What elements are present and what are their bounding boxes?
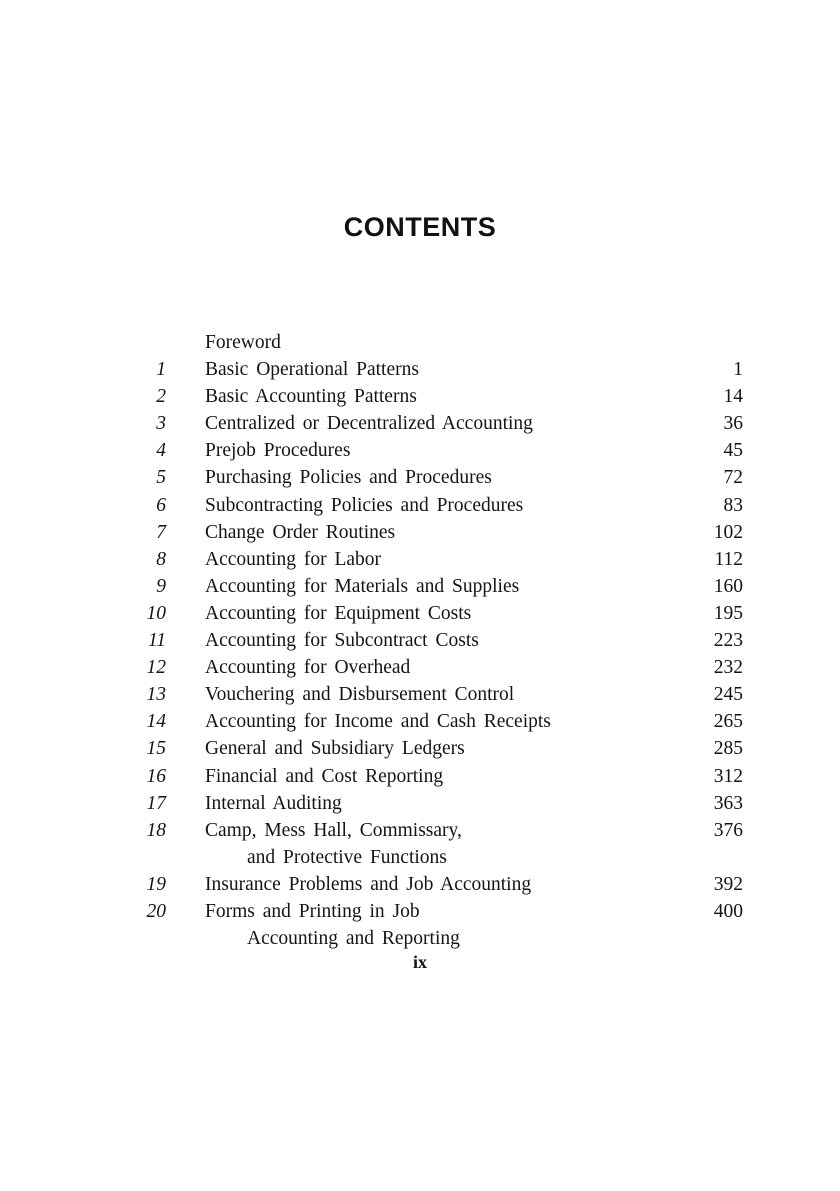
page-number: 285 xyxy=(713,738,743,760)
chapter-title-line: Accounting for Subcontract Costs xyxy=(205,630,479,652)
table-of-contents xyxy=(0,329,840,952)
chapter-title-line: Accounting for Materials and Supplies xyxy=(205,575,520,597)
chapter-number: 6 xyxy=(156,494,166,516)
page-folio: ix xyxy=(412,952,427,972)
chapter-title xyxy=(205,627,685,654)
toc-foreword-label: Foreword xyxy=(205,332,281,353)
toc-entry-row xyxy=(0,871,840,898)
chapter-title-line: Internal Auditing xyxy=(205,792,342,814)
chapter-title xyxy=(205,410,685,437)
chapter-number: 8 xyxy=(156,548,166,570)
chapter-title-line: Accounting for Labor xyxy=(205,548,382,570)
chapter-number: 9 xyxy=(156,575,166,597)
chapter-number: 19 xyxy=(146,873,166,895)
toc-entry-row xyxy=(0,383,840,410)
chapter-title xyxy=(205,735,685,762)
chapter-title xyxy=(205,546,685,573)
chapter-number: 5 xyxy=(156,467,166,489)
toc-entries xyxy=(0,356,840,952)
chapter-number: 1 xyxy=(156,359,166,381)
toc-entry-row xyxy=(0,654,840,681)
chapter-number: 11 xyxy=(147,630,166,652)
chapter-title-line: Accounting for Overhead xyxy=(205,657,411,679)
chapter-title xyxy=(205,356,685,383)
chapter-title xyxy=(205,654,685,681)
chapter-title xyxy=(205,898,685,952)
page-number: 312 xyxy=(713,765,743,787)
toc-entry-row xyxy=(0,464,840,491)
page-number: 1 xyxy=(733,359,743,381)
chapter-title-line: Accounting for Equipment Costs xyxy=(205,602,472,624)
chapter-number: 10 xyxy=(146,602,166,624)
toc-entry-row xyxy=(0,492,840,519)
page-number: 245 xyxy=(713,684,743,706)
chapter-title-line: Centralized or Decentralized Accounting xyxy=(205,413,533,435)
page-number: 232 xyxy=(713,657,743,679)
chapter-title xyxy=(205,871,685,898)
chapter-title-line: Insurance Problems and Job Accounting xyxy=(205,873,532,895)
chapter-title xyxy=(205,708,685,735)
toc-entry-row xyxy=(0,898,840,952)
chapter-title-line: Accounting for Income and Cash Receipts xyxy=(205,711,551,733)
page-number: 400 xyxy=(713,900,743,922)
page-number: 112 xyxy=(714,548,743,570)
chapter-title-line: Vouchering and Disbursement Control xyxy=(205,684,515,706)
toc-entry-row xyxy=(0,410,840,437)
chapter-title xyxy=(205,573,685,600)
toc-entry-row xyxy=(0,708,840,735)
chapter-title-line: Change Order Routines xyxy=(205,521,396,543)
chapter-title-line: General and Subsidiary Ledgers xyxy=(205,738,465,760)
toc-foreword-row xyxy=(0,329,840,356)
chapter-number: 17 xyxy=(146,792,166,814)
page-number: 36 xyxy=(723,413,743,435)
chapter-title xyxy=(205,763,685,790)
toc-entry-row xyxy=(0,573,840,600)
chapter-title-line: Financial and Cost Reporting xyxy=(205,765,444,787)
toc-entry-row xyxy=(0,681,840,708)
chapter-number: 20 xyxy=(146,900,166,922)
chapter-title-line: Subcontracting Policies and Procedures xyxy=(205,494,524,516)
chapter-title xyxy=(205,519,685,546)
chapter-title xyxy=(205,383,685,410)
page-number: 45 xyxy=(723,440,743,462)
page-number: 265 xyxy=(713,711,743,733)
chapter-title xyxy=(205,790,685,817)
chapter-title-continuation: Accounting and Reporting xyxy=(247,928,460,950)
page-number: 392 xyxy=(713,873,743,895)
chapter-number: 7 xyxy=(156,521,166,543)
page-number: 102 xyxy=(713,521,743,543)
toc-entry-row xyxy=(0,519,840,546)
chapter-number: 13 xyxy=(146,684,166,706)
toc-entry-row xyxy=(0,546,840,573)
chapter-number: 3 xyxy=(156,413,166,435)
page-number: 14 xyxy=(723,386,743,408)
toc-entry-row xyxy=(0,600,840,627)
chapter-title xyxy=(205,492,685,519)
chapter-title-line: Camp, Mess Hall, Commissary, xyxy=(205,819,462,841)
chapter-number: 4 xyxy=(156,440,166,462)
chapter-title-line: Forms and Printing in Job xyxy=(205,900,420,922)
chapter-number: 2 xyxy=(156,386,166,408)
chapter-number: 15 xyxy=(146,738,166,760)
page-number: 83 xyxy=(723,494,743,516)
page-number: 160 xyxy=(713,575,743,597)
toc-entry-row xyxy=(0,817,840,871)
toc-entry-row xyxy=(0,763,840,790)
toc-entry-row xyxy=(0,735,840,762)
toc-entry-row xyxy=(0,627,840,654)
page-title: CONTENTS xyxy=(343,212,497,242)
chapter-number: 16 xyxy=(146,765,166,787)
toc-entry-row xyxy=(0,790,840,817)
page-number: 223 xyxy=(713,630,743,652)
page-number: 376 xyxy=(713,819,743,841)
chapter-number: 14 xyxy=(146,711,166,733)
chapter-title xyxy=(205,464,685,491)
chapter-title xyxy=(205,437,685,464)
chapter-title-line: Prejob Procedures xyxy=(205,440,351,462)
chapter-title-line: Basic Operational Patterns xyxy=(205,359,419,381)
page-number: 72 xyxy=(723,467,743,489)
chapter-number: 12 xyxy=(146,657,166,679)
page-number: 195 xyxy=(713,602,743,624)
toc-entry-row xyxy=(0,356,840,383)
toc-entry-row xyxy=(0,437,840,464)
chapter-title-continuation: and Protective Functions xyxy=(247,846,447,868)
chapter-number: 18 xyxy=(146,819,166,841)
chapter-title-line: Basic Accounting Patterns xyxy=(205,386,417,408)
chapter-title xyxy=(205,817,685,871)
chapter-title-line: Purchasing Policies and Procedures xyxy=(205,467,492,489)
chapter-title xyxy=(205,600,685,627)
page-number: 363 xyxy=(713,792,743,814)
chapter-title xyxy=(205,681,685,708)
